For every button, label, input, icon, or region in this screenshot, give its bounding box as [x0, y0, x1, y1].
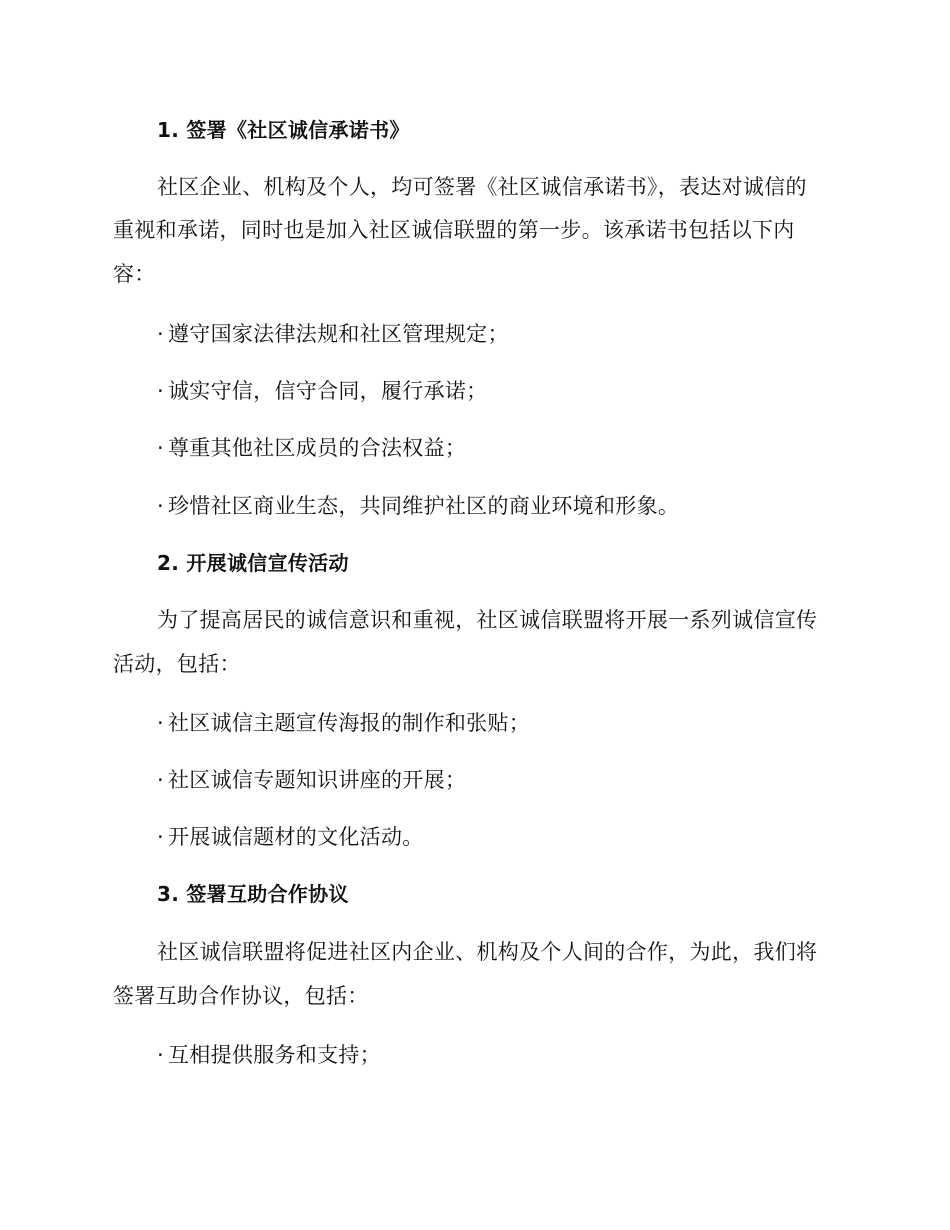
bullet-dot: ·	[157, 436, 164, 460]
bullet-dot: ·	[157, 322, 164, 346]
bullet-dot: ·	[157, 1043, 164, 1067]
bullet-dot: ·	[157, 711, 164, 735]
paragraph-line: 社区诚信联盟将促进社区内企业、机构及个人间的合作，为此，我们将	[157, 940, 818, 964]
list-item	[157, 766, 466, 794]
paragraph-line: 为了提高居民的诚信意识和重视，社区诚信联盟将开展一系列诚信宣传	[157, 608, 818, 632]
paragraph-line: 签署互助合作协议，包括：	[113, 984, 369, 1008]
section-heading: 1. 签署《社区诚信承诺书》	[157, 118, 410, 142]
list-item	[157, 823, 424, 851]
paragraph-line: 活动，包括：	[113, 652, 241, 676]
list-item	[157, 434, 466, 462]
section-heading: 2. 开展诚信宣传活动	[157, 551, 349, 575]
list-item-text: 遵守国家法律法规和社区管理规定；	[167, 322, 509, 346]
paragraph-line: 社区企业、机构及个人，均可签署《社区诚信承诺书》，表达对诚信的	[157, 175, 807, 199]
list-item	[157, 377, 487, 405]
list-item-text: 珍惜社区商业生态，共同维护社区的商业环境和形象。	[167, 494, 680, 518]
section-heading: 3. 签署互助合作协议	[157, 882, 349, 906]
bullet-dot: ·	[157, 768, 164, 792]
list-item-text: 诚实守信，信守合同，履行承诺；	[167, 379, 488, 403]
list-item-text: 互相提供服务和支持；	[167, 1043, 381, 1067]
list-item	[157, 492, 679, 520]
list-item-text: 开展诚信题材的文化活动。	[167, 825, 424, 849]
list-item	[157, 709, 530, 737]
paragraph-line: 重视和承诺，同时也是加入社区诚信联盟的第一步。该承诺书包括以下内	[113, 218, 795, 242]
bullet-dot: ·	[157, 825, 164, 849]
list-item-text: 社区诚信专题知识讲座的开展；	[167, 768, 467, 792]
list-item-text: 社区诚信主题宣传海报的制作和张贴；	[167, 711, 531, 735]
list-item	[157, 1041, 381, 1069]
bullet-dot: ·	[157, 494, 164, 518]
list-item-text: 尊重其他社区成员的合法权益；	[167, 436, 467, 460]
paragraph-line: 容：	[113, 262, 156, 286]
list-item	[157, 320, 509, 348]
bullet-dot: ·	[157, 379, 164, 403]
